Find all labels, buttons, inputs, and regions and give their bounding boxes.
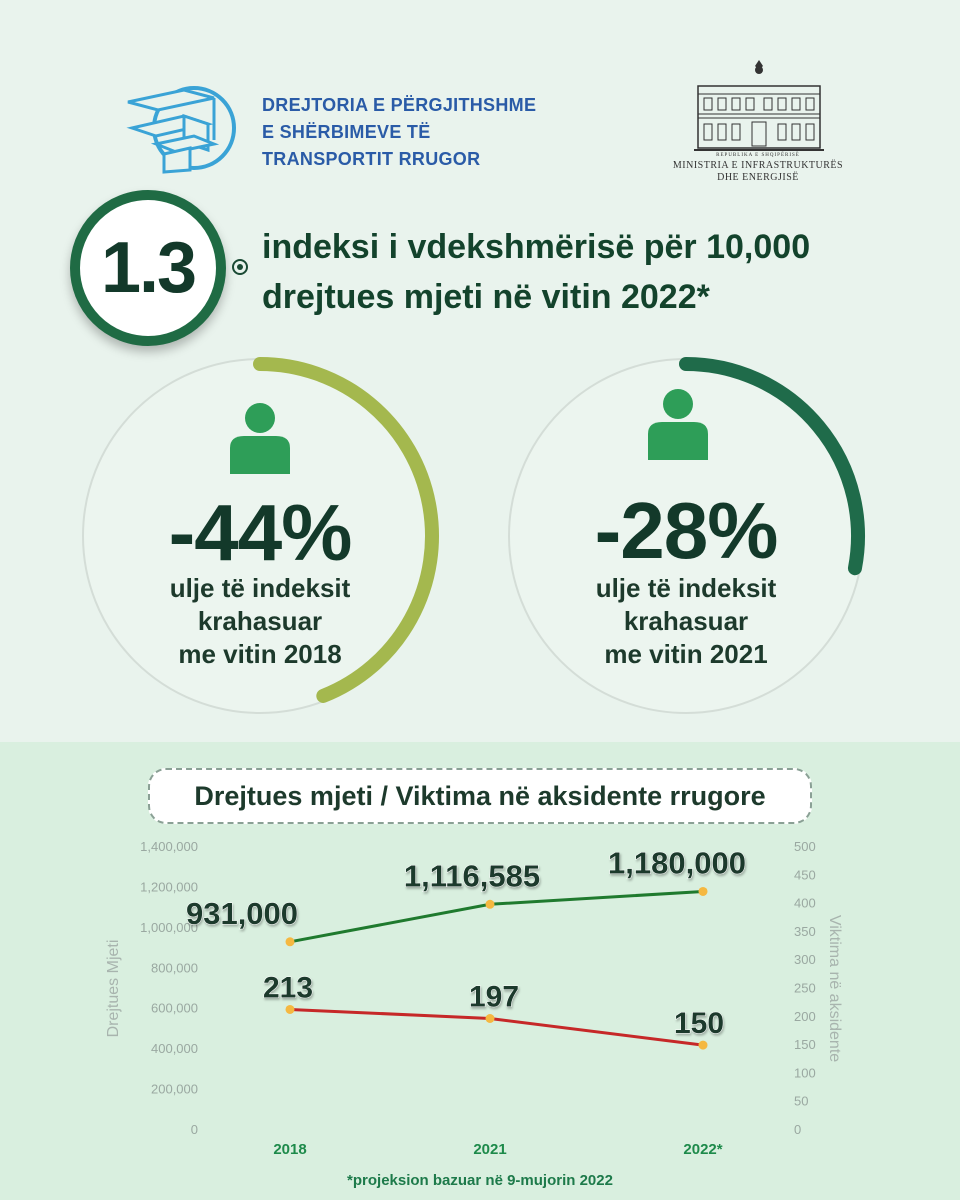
y-right-tick-label: 100 bbox=[794, 1065, 816, 1081]
x-tick-label: 2022* bbox=[683, 1141, 723, 1158]
data-label: 197 bbox=[468, 980, 520, 1014]
stat-desc-2018 bbox=[80, 572, 440, 671]
headline-line-2: drejtues mjeti në vitin 2022* bbox=[262, 278, 710, 316]
data-label: 150 bbox=[673, 1007, 725, 1041]
y-right-tick-label: 450 bbox=[794, 867, 816, 883]
y-right-axis-title: Viktima në aksidente bbox=[826, 914, 843, 1063]
footnote: *projeksion bazuar në 9-mujorin 2022 bbox=[347, 1172, 613, 1189]
data-point bbox=[699, 1041, 708, 1050]
y-left-tick-label: 1,000,000 bbox=[140, 919, 198, 935]
y-left-tick-label: 800,000 bbox=[151, 960, 198, 976]
data-label: 1,180,000 bbox=[608, 845, 746, 881]
stat-desc-line: me vitin 2021 bbox=[604, 639, 768, 669]
y-right-tick-label: 350 bbox=[794, 923, 816, 939]
stat-desc-line: me vitin 2018 bbox=[178, 639, 342, 669]
org-line-3: TRANSPORTIT RRUGOR bbox=[262, 149, 481, 169]
x-tick-label: 2021 bbox=[473, 1141, 507, 1158]
data-point bbox=[286, 1005, 295, 1014]
y-right-tick-label: 250 bbox=[794, 980, 816, 996]
ministry-line-1: MINISTRIA E INFRASTRUKTURËS bbox=[672, 160, 844, 171]
index-value: 1.3 bbox=[100, 228, 196, 308]
data-point bbox=[486, 1014, 495, 1023]
headline-line-1: indeksi i vdekshmërisë për 10,000 bbox=[262, 228, 811, 266]
y-right-tick-label: 0 bbox=[794, 1122, 802, 1137]
drivers-line bbox=[290, 891, 703, 941]
stat-desc-2021 bbox=[506, 572, 866, 671]
y-right-tick-label: 50 bbox=[794, 1093, 809, 1109]
chart-title: Drejtues mjeti / Viktima në aksidente rrugore bbox=[148, 768, 812, 824]
data-label: 931,000 bbox=[185, 895, 299, 931]
stat-value-2021: -28% bbox=[594, 486, 778, 575]
y-right-tick-label: 400 bbox=[794, 895, 816, 911]
y-left-tick-label: 200,000 bbox=[151, 1081, 198, 1097]
ministry-building-icon bbox=[694, 56, 824, 154]
stat-desc-line: ulje të indeksit bbox=[595, 573, 777, 603]
data-label: 1,116,585 bbox=[403, 858, 541, 894]
y-right-tick-label: 200 bbox=[794, 1008, 816, 1024]
ministry-name bbox=[668, 152, 848, 184]
data-label: 213 bbox=[262, 971, 314, 1005]
org-line-2: E SHËRBIMEVE TË bbox=[262, 122, 431, 142]
data-point bbox=[699, 887, 708, 896]
x-tick-label: 2018 bbox=[273, 1141, 307, 1158]
y-right-tick-label: 500 bbox=[794, 839, 816, 854]
y-left-tick-label: 400,000 bbox=[151, 1041, 198, 1057]
person-icon bbox=[646, 386, 710, 460]
y-left-tick-label: 0 bbox=[190, 1122, 198, 1137]
y-left-axis-title: Drejtues Mjeti bbox=[105, 939, 122, 1038]
ministry-line-2: DHE ENERGJISË bbox=[717, 172, 799, 183]
index-badge bbox=[70, 190, 226, 346]
line-chart bbox=[0, 742, 960, 1162]
victims-line bbox=[290, 1009, 703, 1045]
y-right-tick-label: 150 bbox=[794, 1037, 816, 1053]
y-left-tick-label: 1,400,000 bbox=[140, 839, 198, 854]
index-headline bbox=[262, 222, 942, 322]
road-transport-logo-icon bbox=[124, 80, 239, 176]
data-point bbox=[286, 937, 295, 946]
bullet-dot-icon bbox=[232, 259, 248, 275]
stat-value-2018: -44% bbox=[168, 488, 352, 577]
stat-desc-line: krahasuar bbox=[197, 606, 323, 636]
stat-desc-line: krahasuar bbox=[623, 606, 749, 636]
data-point bbox=[486, 900, 495, 909]
ministry-republic: REPUBLIKA E SHQIPËRISË bbox=[716, 153, 800, 158]
organization-name bbox=[262, 92, 582, 173]
stat-desc-line: ulje të indeksit bbox=[169, 573, 351, 603]
y-right-tick-label: 300 bbox=[794, 952, 816, 968]
person-icon bbox=[228, 400, 292, 474]
org-line-1: DREJTORIA E PËRGJITHSHME bbox=[262, 95, 537, 115]
y-left-tick-label: 1,200,000 bbox=[140, 879, 198, 895]
y-left-tick-label: 600,000 bbox=[151, 1000, 198, 1016]
